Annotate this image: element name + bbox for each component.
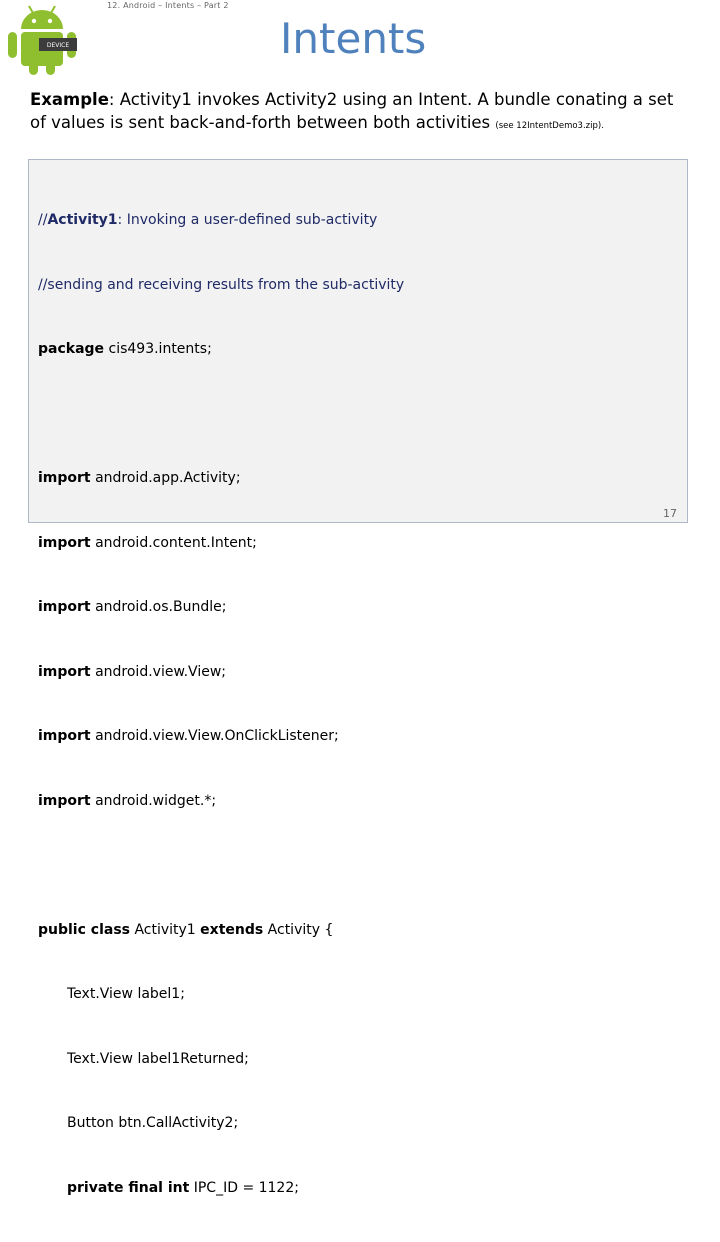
code-field-line [38,1178,687,1200]
comment-prefix: // [38,212,48,228]
code-text: android.view.View.OnClickListener; [90,728,339,744]
keyword: private final int [67,1179,190,1196]
intro-text: : Activity1 invokes Activity2 using an Intent. A bundle conating a set of values is sent back-and-forth between both activities [30,90,674,132]
keyword: import [38,663,91,680]
comment-rest: : Invoking a user-defined sub-activity [117,212,378,228]
code-import-line [38,533,687,555]
code-text: Activity { [263,921,334,938]
blank-line [38,855,687,877]
keyword: import [38,534,91,551]
code-text: android.widget.*; [90,792,217,809]
intro-paragraph [30,88,690,138]
code-comment-line [38,210,687,232]
code-import-line [38,726,687,748]
breadcrumb: 12. Android – Intents – Part 2 [107,1,229,10]
code-text: IPC_ID = 1122; [189,1179,299,1196]
intro-reference: (see 12IntentDemo3.zip). [495,121,604,131]
keyword: import [38,599,91,615]
code-block [28,159,688,1196]
keyword: extends [200,921,264,938]
logo-badge-text: DEVICE [46,42,70,49]
keyword: package [38,341,105,357]
page-number: 17 [663,507,677,520]
keyword: import [38,792,91,809]
code-field-line: Text.View label1; [67,986,185,1002]
keyword: import [38,728,91,744]
comment-bold: Activity1 [47,212,118,228]
code-text: Activity1 [130,921,201,938]
code-class-line [38,920,687,942]
code-text: android.app.Activity; [90,470,241,486]
code-field-line: Button btn.CallActivity2; [67,1115,239,1131]
intro-label: Example [30,90,109,109]
code-text: cis493.intents; [104,341,212,357]
code-text: android.content.Intent; [90,534,257,551]
code-import-line [38,597,687,619]
code-text: android.view.View; [90,663,226,680]
blank-line [38,404,687,426]
code-import-line [38,791,687,813]
slide-title: Intents [280,14,427,63]
code-package-line [38,339,687,361]
keyword: import [38,470,91,486]
code-import-line [38,468,687,490]
code-import-line [38,662,687,684]
keyword: public class [38,921,130,938]
android-logo-icon [3,5,85,77]
code-comment-line: //sending and receiving results from the sub-activity [38,276,405,293]
code-text: android.os.Bundle; [90,599,227,615]
code-listing [38,167,687,1242]
code-field-line: Text.View label1Returned; [67,1050,249,1067]
